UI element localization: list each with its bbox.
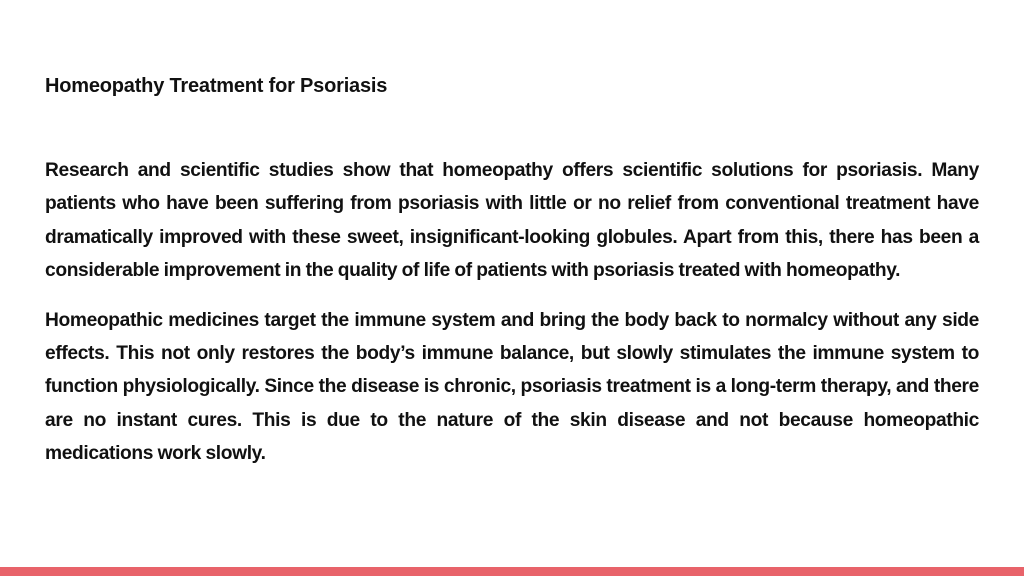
- body-paragraph: Homeopathic medicines target the immune system and bring the body back to normalcy without any side effects. This not only restores the body’s immune balance, but slowly stimulates the immune system to function physiologically. Since the disease is chronic, psoriasis treatment is a long-term therapy, and there are no instant cures. This is due to the nature of the skin disease and not because homeopathic medications work slowly.: [45, 309, 979, 465]
- slide-title: Homeopathy Treatment for Psoriasis: [45, 75, 388, 97]
- body-paragraph: Research and scientific studies show that homeopathy offers scientific solutions for psoriasis. Many patients who have been suffering from psoriasis with little or no relief from conventional treatment have dramatically improved with these sweet, insignificant-looking globules. Apart from this, there has been a considerable improvement in the quality of life of patients with psoriasis treated with homeopathy.: [45, 160, 979, 282]
- accent-bar: [0, 567, 1024, 576]
- slide-body: [45, 154, 979, 471]
